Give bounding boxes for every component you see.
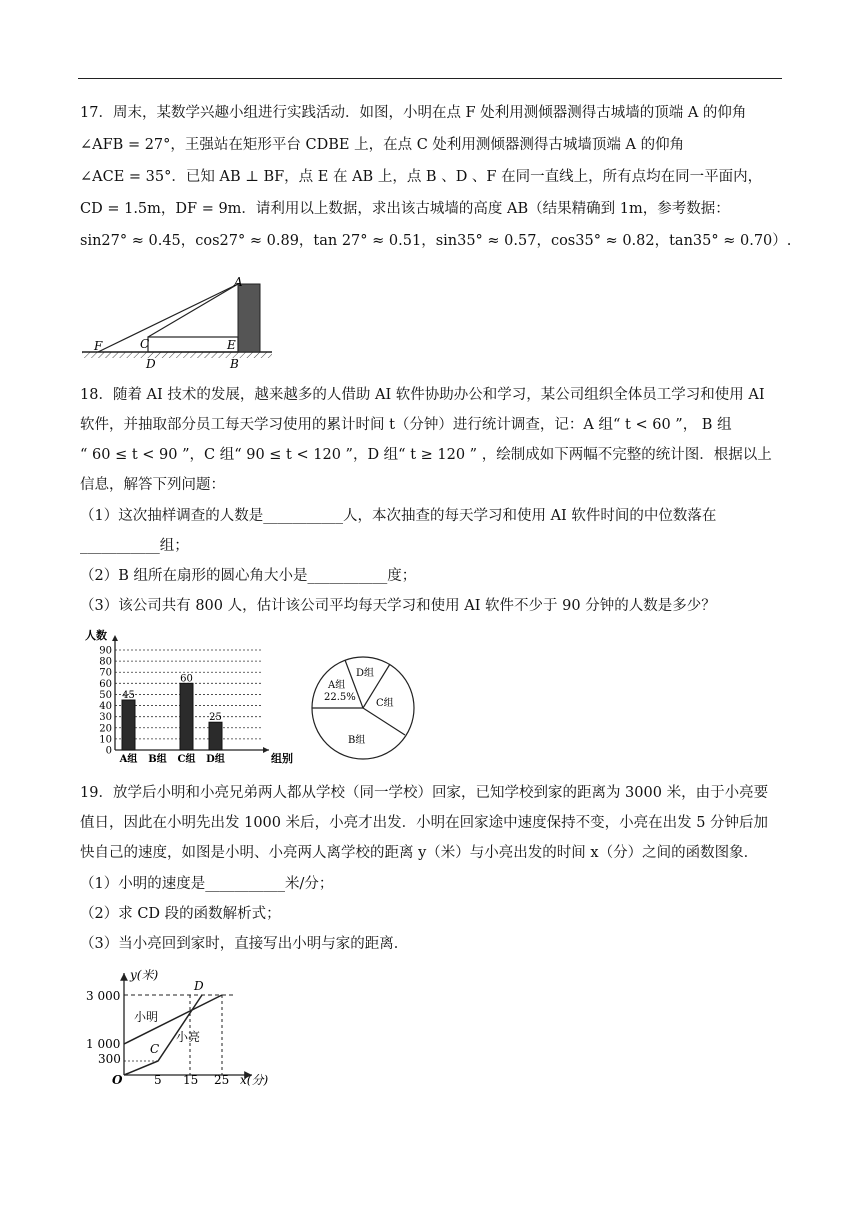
label-A: A [234,275,243,289]
graph-label-xiaoliang: 小亮 [176,1030,201,1044]
q17-line-1: 17．周末，某数学兴趣小组进行实践活动．如图，小明在点 F 处利用测倾器测得古城墙的顶端 A 的仰角 [80,105,747,121]
bar-chart [85,625,293,770]
line-FA [98,284,238,352]
graph-point-D: D [194,979,204,993]
bar [209,722,222,750]
bar-y-axis-label: 人数 [85,629,107,642]
pie-label-D: D组 [356,668,375,679]
graph-ytick-1000: 1 000 [86,1037,121,1051]
q19-line-1: 19．放学后小明和小亮兄弟两人都从学校（同一学校）回家，已知学校到家的距离为 3000 米，由于小亮要 [80,785,769,801]
pie-label-A: A组 [328,680,346,691]
q18-line-3: “ 60 ≤ t < 90 ”，C 组“ 90 ≤ t < 120 ”，D 组“ t ≥ 120 ” ，绘制成如下两幅不完整的统计图．根据以上 [80,447,772,463]
q19-line-2: 值日，因此在小明先出发 1000 米后，小亮才出发．小明在回家途中速度保持不变，小亮在出发 5 分钟后加 [80,815,769,831]
bar-x-axis-label: 组别 [271,752,293,765]
q19-line-5: （2）求 CD 段的函数解析式； [80,906,281,922]
bar-data-label: 60 [180,673,193,685]
pie-label-B: B组 [348,735,366,746]
q19-line-4: （1）小明的速度是___________米/分； [80,876,334,892]
q18-line-4: 信息，解答下列问题： [80,477,225,493]
label-B: B [230,357,239,371]
bar-ytick-label: 20 [99,723,112,735]
q17-line-4: CD = 1.5m，DF = 9m．请利用以上数据，求出该古城墙的高度 AB（结果精确到 1m，参考数据： [80,201,730,217]
q17-wall-figure [80,270,280,370]
bar [180,683,193,750]
pie-chart [308,652,428,764]
label-E: E [227,338,236,352]
bar [122,700,135,750]
graph-origin: O [112,1073,123,1087]
graph-label-xiaoming: 小明 [134,1010,159,1024]
bar-ytick-label: 0 [105,745,112,757]
bar-ytick-label: 60 [99,678,112,690]
label-C: C [140,337,150,351]
q17-line-5: sin27° ≈ 0.45，cos27° ≈ 0.89，tan 27° ≈ 0.51，sin35° ≈ 0.57，cos35° ≈ 0.82，tan35° ≈ 0.70）. [80,233,792,249]
label-F: F [94,339,103,353]
pie-label-A-pct: 22.5% [324,692,356,703]
bar-ytick-label: 90 [99,645,112,657]
platform-rect [148,337,238,352]
ground-hatch [82,352,272,358]
graph-ytick-300: 300 [98,1052,121,1066]
bar-ytick-label: 50 [99,689,112,701]
bar-ytick-label: 80 [99,656,112,668]
bar-category-label: B组 [148,754,167,765]
bar-ytick-label: 70 [99,667,112,679]
graph-ytick-3000: 3 000 [86,989,121,1003]
q18-line-5: （1）这次抽样调查的人数是___________人，本次抽查的每天学习和使用 AI 软件时间的中位数落在 [80,508,717,524]
bar-category-label: A组 [119,754,138,765]
graph-xtick-15: 15 [183,1073,199,1087]
graph-x-label: x(分) [240,1073,269,1087]
q19-line-3: 快自己的速度，如图是小明、小亮两人离学校的距离 y（米）与小亮出发的时间 x（分）之间的函数图象． [80,845,759,861]
q18-line-1: 18．随着 AI 技术的发展，越来越多的人借助 AI 软件协助办公和学习，某公司组织全体员工学习和使用 AI [80,387,765,403]
q18-line-7: （2）B 组所在扇形的圆心角大小是___________度； [80,568,417,584]
pie-label-C: C组 [376,698,394,709]
graph-y-label: y(米) [130,968,159,982]
q18-line-2: 软件，并抽取部分员工每天学习使用的累计时间 t（分钟）进行统计调查，记：A 组“ t < 60 ”， B 组 [80,417,732,433]
header-rule [78,78,782,79]
wall-rect [238,284,260,352]
bar-category-label: D组 [206,754,225,765]
bar-data-label: 25 [209,712,222,724]
q18-line-6: ___________组； [80,538,189,554]
graph-point-C: C [150,1042,160,1056]
graph-xtick-25: 25 [214,1073,230,1087]
bar-x-arrow [263,747,269,753]
q19-line-6: （3）当小亮回到家时，直接写出小明与家的距离． [80,936,409,952]
bar-ytick-label: 10 [99,734,112,746]
graph-xtick-5: 5 [154,1073,162,1087]
bar-data-label: 45 [122,690,135,701]
pie-divider-CB [363,708,405,735]
bar-ytick-label: 40 [99,701,112,713]
bar-category-label: C组 [177,754,196,765]
distance-time-graph [82,963,282,1085]
q17-line-2: ∠AFB = 27°，王强站在矩形平台 CDBE 上，在点 C 处利用测倾器测得古城墙顶端 A 的仰角 [80,137,685,153]
bar-y-arrow [112,635,118,641]
q17-line-3: ∠ACE = 35°．已知 AB ⊥ BF，点 E 在 AB 上，点 B 、D 、F 在同一直线上，所有点均在同一平面内， [80,169,763,185]
label-D: D [146,357,156,371]
q18-line-8: （3）该公司共有 800 人，估计该公司平均每天学习和使用 AI 软件不少于 90 分钟的人数是多少？ [80,598,716,614]
line-CA [148,284,238,337]
bar-ytick-label: 30 [99,712,112,724]
